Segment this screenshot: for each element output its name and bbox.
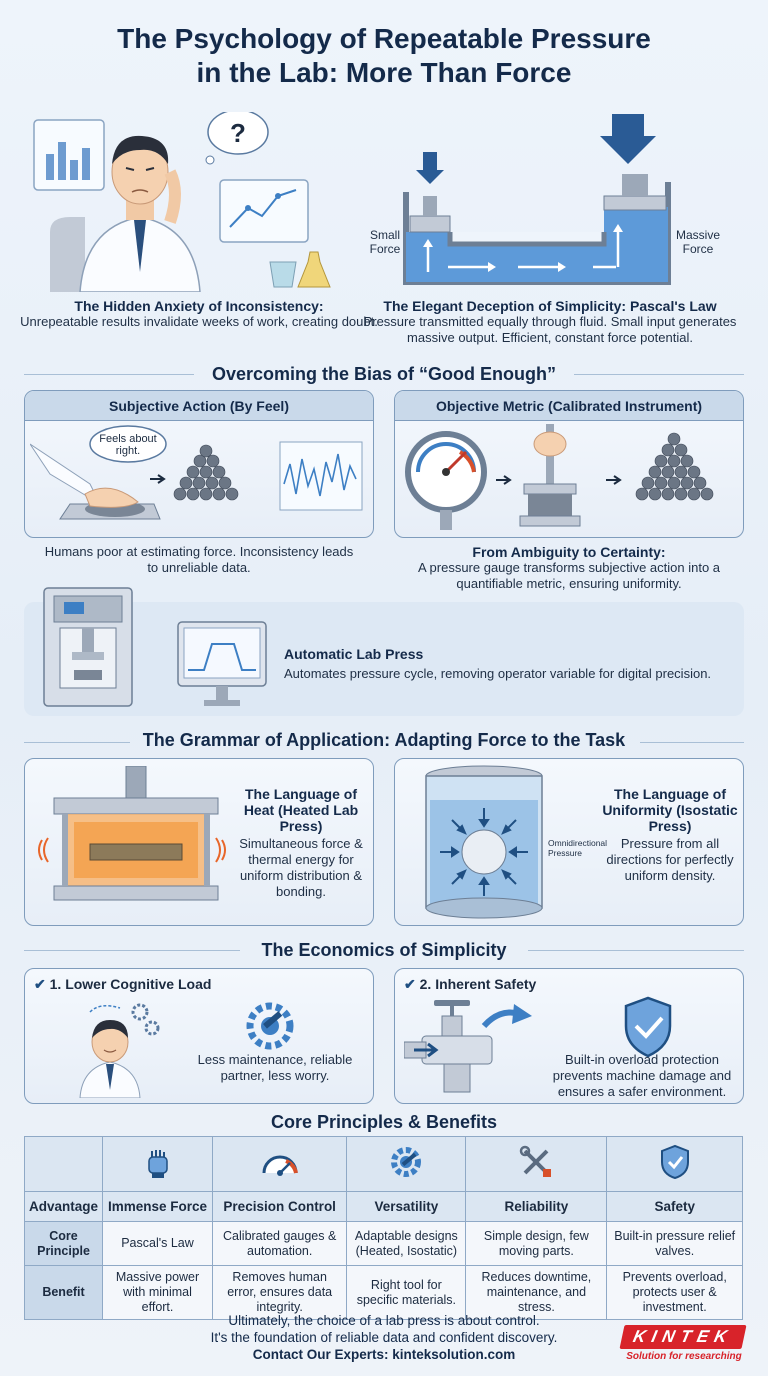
principle-cell: Simple design, few moving parts. — [466, 1222, 607, 1266]
item1-title-text: 1. Lower Cognitive Load — [49, 976, 212, 992]
heated-press-illustration — [34, 766, 234, 918]
isostatic-press-text: Pressure from all directions for perfectly uniform density. — [606, 836, 734, 883]
objective-illustration — [400, 424, 740, 534]
title-line-1: The Psychology of Repeatable Pressure — [117, 23, 651, 54]
economics-section-heading: The Economics of Simplicity — [261, 940, 507, 960]
principle-cell: Adaptable designs (Heated, Isostatic) — [347, 1222, 466, 1266]
isostatic-press-title: The Language of Uniformity (Isostatic Press) — [602, 786, 738, 834]
hidden-anxiety-heading: The Hidden Anxiety of Inconsistency: — [74, 298, 324, 314]
subjective-caption: Humans poor at estimating force. Inconsistency leads to unreliable data. — [44, 544, 354, 575]
table-icon-row — [25, 1137, 743, 1192]
table-row — [25, 1222, 743, 1266]
advantage-cell: Safety — [607, 1192, 743, 1222]
check-icon: ✔ — [34, 976, 46, 992]
hidden-anxiety-caption — [20, 298, 378, 330]
benefit-cell: Reduces downtime, maintenance, and stress. — [466, 1266, 607, 1320]
gear-wrench-icon — [347, 1137, 466, 1192]
subjective-panel-title: Subjective Action (By Feel) — [25, 391, 373, 421]
fist-icon — [103, 1137, 213, 1192]
advantage-cell: Versatility — [347, 1192, 466, 1222]
principle-cell: Pascal's Law — [103, 1222, 213, 1266]
kintek-logo[interactable]: KINTEK — [619, 1325, 746, 1349]
check-icon: ✔ — [404, 976, 416, 992]
table-corner-cell — [25, 1137, 103, 1192]
row-label-advantage: Advantage — [25, 1192, 103, 1222]
benefit-cell: Removes human error, ensures data integrity. — [212, 1266, 346, 1320]
objective-caption-title: From Ambiguity to Certainty: — [472, 544, 666, 560]
benefit-cell: Prevents overload, protects user & investment. — [607, 1266, 743, 1320]
inherent-safety-title — [404, 976, 536, 993]
svg-text:Feels about: Feels about — [99, 433, 157, 445]
isostatic-press-caption — [600, 786, 740, 884]
massive-force-label: Massive Force — [675, 228, 720, 256]
pascal-heading: The Elegant Deception of Simplicity: Pascal's Law — [383, 298, 717, 314]
shield-icon — [607, 1137, 743, 1192]
objective-caption-text: A pressure gauge transforms subjective action into a quantifiable metric, ensuring uniformity. — [417, 560, 721, 591]
subjective-illustration — [30, 424, 370, 534]
core-section-heading: Core Principles & Benefits — [270, 1112, 498, 1132]
anxious-scientist-illustration — [30, 112, 360, 292]
automatic-press-caption — [284, 646, 739, 682]
tools-icon — [466, 1137, 607, 1192]
isostatic-press-illustration — [404, 764, 564, 920]
table-row — [25, 1266, 743, 1320]
advantage-cell: Immense Force — [103, 1192, 213, 1222]
svg-text:right.: right. — [115, 445, 141, 457]
core-principles-table — [24, 1136, 743, 1320]
small-force-label: Small Force — [369, 228, 401, 256]
gauge-icon — [212, 1137, 346, 1192]
principle-cell: Built-in pressure relief valves. — [607, 1222, 743, 1266]
table-row — [25, 1192, 743, 1222]
heated-press-caption — [232, 786, 370, 900]
pascal-caption — [345, 298, 755, 346]
advantage-cell: Precision Control — [212, 1192, 346, 1222]
svg-text:?: ? — [230, 118, 246, 148]
pascals-law-diagram — [368, 112, 738, 292]
contact-link[interactable]: kinteksolution.com — [392, 1347, 516, 1362]
advantage-cell: Reliability — [466, 1192, 607, 1222]
hidden-anxiety-text: Unrepeatable results invalidate weeks of work, creating doubt. — [20, 314, 378, 329]
logo-tagline: Solution for researching — [626, 1351, 742, 1362]
automatic-press-illustration — [34, 584, 274, 714]
row-label-benefit: Benefit — [25, 1266, 103, 1320]
omnidirectional-pressure-label: Omnidirectional Pressure — [548, 838, 608, 858]
grammar-section-heading: The Grammar of Application: Adapting Force to the Task — [142, 730, 626, 750]
bias-section-heading: Overcoming the Bias of “Good Enough” — [211, 364, 556, 384]
benefit-cell: Right tool for specific materials. — [347, 1266, 466, 1320]
contact-label: Contact Our Experts: — [252, 1347, 389, 1362]
automatic-press-title: Automatic Lab Press — [284, 646, 424, 662]
title-line-2: in the Lab: More Than Force — [196, 57, 572, 88]
footer-line-1: Ultimately, the choice of a lab press is about control. — [228, 1313, 540, 1328]
page-title — [0, 22, 768, 90]
item1-text: Less maintenance, reliable partner, less worry. — [197, 1052, 353, 1083]
principle-cell: Calibrated gauges & automation. — [212, 1222, 346, 1266]
benefit-cell: Massive power with minimal effort. — [103, 1266, 213, 1320]
row-label-core-principle: Core Principle — [25, 1222, 103, 1266]
item2-title-text: 2. Inherent Safety — [419, 976, 537, 992]
automatic-press-text: Automates pressure cycle, removing operator variable for digital precision. — [284, 666, 712, 681]
item2-text: Built-in overload protection prevents machine damage and ensures a safer environment. — [552, 1052, 732, 1099]
lower-cognitive-load-title — [34, 976, 211, 993]
heated-press-text: Simultaneous force & thermal energy for uniform distribution & bonding. — [239, 836, 363, 899]
objective-caption — [392, 544, 746, 592]
heated-press-title: The Language of Heat (Heated Lab Press) — [243, 786, 359, 834]
objective-panel-title: Objective Metric (Calibrated Instrument) — [395, 391, 743, 421]
footer-line-2: It's the foundation of reliable data and confident discovery. — [210, 1330, 558, 1345]
pascal-text: Pressure transmitted equally through fluid. Small input generates massive output. Efficient, constant force potential. — [363, 314, 737, 345]
